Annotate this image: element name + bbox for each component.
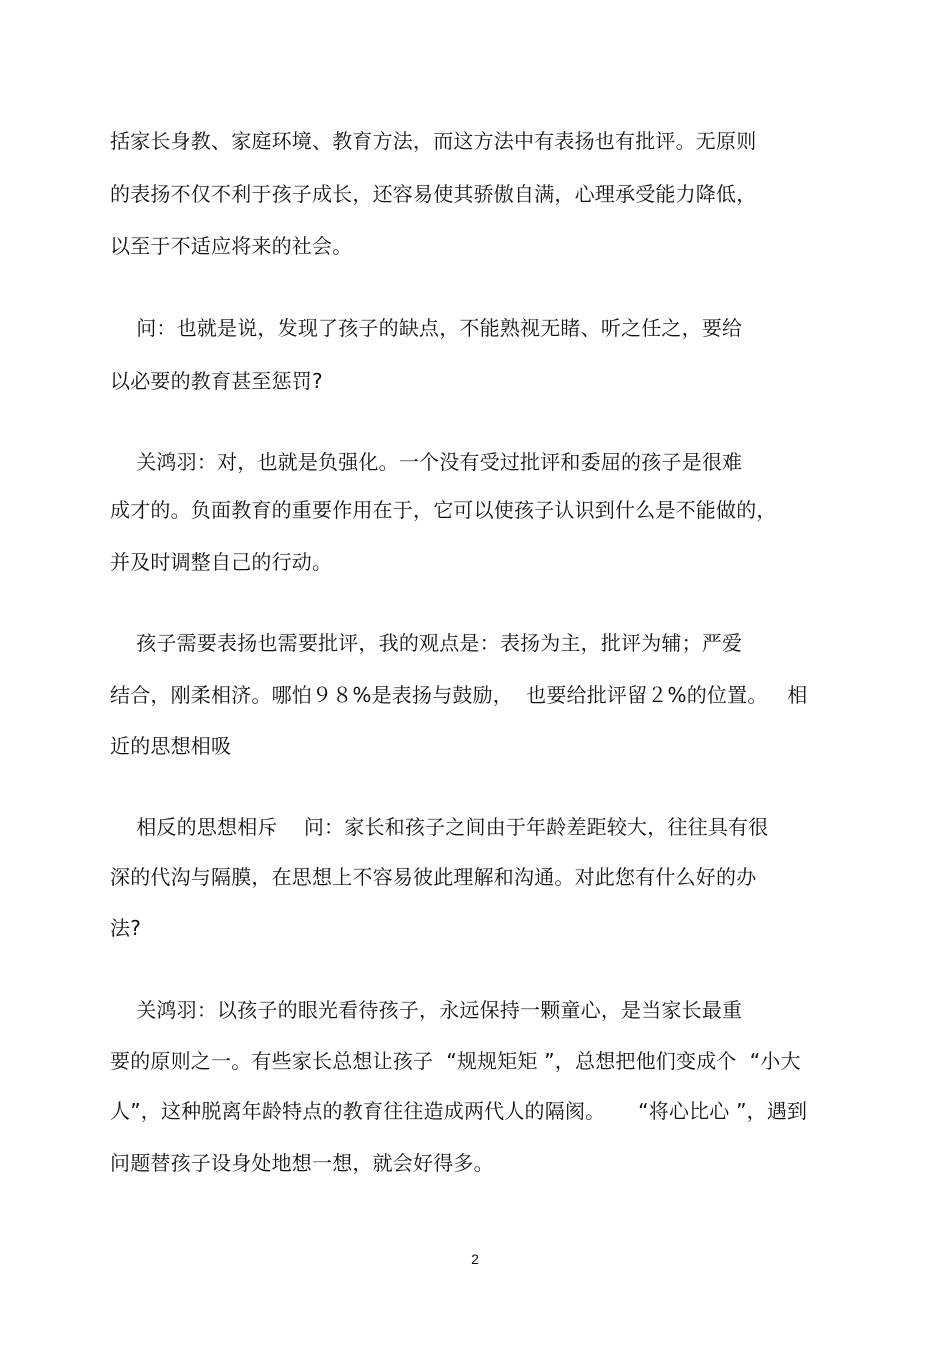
paragraph-line: 近的思想相吸 [110, 734, 232, 758]
paragraph-line: 法? [110, 916, 142, 940]
paragraph-line: 并及时调整自己的行动。 [110, 550, 333, 574]
paragraph-line: 要的原则之一。有些家长总想让孩子 “规规矩矩 ”，总想把他们变成个 “小大 [110, 1049, 801, 1073]
paragraph-line: 孩子需要表扬也需要批评，我的观点是：表扬为主，批评为辅；严爱 [110, 631, 743, 655]
page-number: 2 [471, 1251, 479, 1267]
paragraph-line: 的表扬不仅不利于孩子成长，还容易使其骄傲自满，心理承受能力降低， [110, 182, 757, 206]
paragraph-line: 关鸿羽：对，也就是负强化。一个没有受过批评和委屈的孩子是很难 [110, 450, 743, 474]
paragraph-line: 成才的。负面教育的重要作用在于，它可以使孩子认识到什么是不能做的， [110, 498, 777, 522]
paragraph-line: 结合，刚柔相济。哪怕９８%是表扬与鼓励， 也要给批评留２%的位置。 相 [110, 683, 808, 707]
paragraph-line: 以至于不适应将来的社会。 [110, 234, 353, 258]
paragraph-line: 深的代沟与隔膜，在思想上不容易彼此理解和沟通。对此您有什么好的办 [110, 865, 757, 889]
paragraph-line: 相反的思想相斥 问：家长和孩子之间由于年龄差距较大，往往具有很 [110, 815, 769, 839]
paragraph-line: 问题替孩子设身处地想一想，就会好得多。 [110, 1151, 494, 1175]
paragraph-line: 人”，这种脱离年龄特点的教育往往造成两代人的隔阂。 “将心比心 ”，遇到 [110, 1099, 808, 1123]
paragraph-line: 以必要的教育甚至惩罚? [110, 369, 323, 393]
paragraph-line: 问：也就是说，发现了孩子的缺点，不能熟视无睹、听之任之，要给 [110, 316, 743, 340]
paragraph-line: 括家长身教、家庭环境、教育方法，而这方法中有表扬也有批评。无原则 [110, 129, 757, 153]
paragraph-line: 关鸿羽：以孩子的眼光看待孩子，永远保持一颗童心，是当家长最重 [110, 998, 743, 1022]
